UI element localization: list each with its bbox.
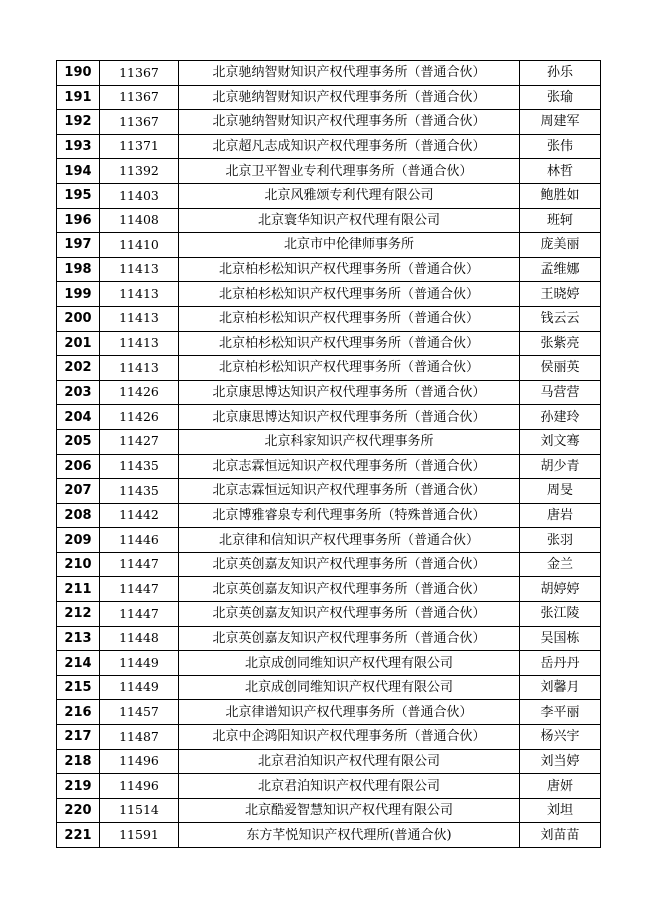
- row-seq-number: 207: [57, 479, 100, 504]
- agency-name: 北京柏杉松知识产权代理事务所（普通合伙）: [179, 257, 520, 282]
- table-row: [57, 159, 601, 184]
- row-seq-number: 219: [57, 774, 100, 799]
- agency-code: 11367: [100, 61, 179, 86]
- row-seq-number: 191: [57, 85, 100, 110]
- agent-name: 岳丹丹: [520, 651, 601, 676]
- agency-name: 北京科家知识产权代理事务所: [179, 429, 520, 454]
- agent-name: 林哲: [520, 159, 601, 184]
- agency-code: 11410: [100, 233, 179, 258]
- agent-name: 周旻: [520, 479, 601, 504]
- row-seq-number: 214: [57, 651, 100, 676]
- agency-code: 11442: [100, 503, 179, 528]
- table-row: [57, 208, 601, 233]
- table-row: [57, 651, 601, 676]
- agent-name: 庞美丽: [520, 233, 601, 258]
- agent-name: 杨兴宇: [520, 725, 601, 750]
- table-row: [57, 257, 601, 282]
- agency-code: 11367: [100, 110, 179, 135]
- table-row: [57, 380, 601, 405]
- agent-list-body: [57, 61, 601, 848]
- agent-name: 王晓婷: [520, 282, 601, 307]
- agency-name: 北京风雅颂专利代理有限公司: [179, 183, 520, 208]
- agent-name: 周建军: [520, 110, 601, 135]
- agency-name: 北京律谱知识产权代理事务所（普通合伙）: [179, 700, 520, 725]
- agent-name: 马营营: [520, 380, 601, 405]
- agent-name: 张紫亮: [520, 331, 601, 356]
- table-row: [57, 552, 601, 577]
- row-seq-number: 206: [57, 454, 100, 479]
- agency-code: 11457: [100, 700, 179, 725]
- table-row: [57, 528, 601, 553]
- row-seq-number: 205: [57, 429, 100, 454]
- agency-name: 北京英创嘉友知识产权代理事务所（普通合伙）: [179, 552, 520, 577]
- agency-code: 11447: [100, 552, 179, 577]
- agency-name: 北京驰纳智财知识产权代理事务所（普通合伙）: [179, 110, 520, 135]
- agency-code: 11487: [100, 725, 179, 750]
- row-seq-number: 190: [57, 61, 100, 86]
- agency-code: 11427: [100, 429, 179, 454]
- agency-code: 11591: [100, 823, 179, 848]
- table-row: [57, 602, 601, 627]
- table-row: [57, 774, 601, 799]
- table-row: [57, 503, 601, 528]
- table-row: [57, 282, 601, 307]
- agent-name: 班轲: [520, 208, 601, 233]
- agency-code: 11413: [100, 306, 179, 331]
- table-row: [57, 233, 601, 258]
- table-row: [57, 700, 601, 725]
- row-seq-number: 194: [57, 159, 100, 184]
- row-seq-number: 199: [57, 282, 100, 307]
- row-seq-number: 202: [57, 356, 100, 381]
- table-row: [57, 183, 601, 208]
- row-seq-number: 203: [57, 380, 100, 405]
- row-seq-number: 197: [57, 233, 100, 258]
- row-seq-number: 208: [57, 503, 100, 528]
- agency-name: 北京市中伦律师事务所: [179, 233, 520, 258]
- row-seq-number: 201: [57, 331, 100, 356]
- agent-name: 刘坦: [520, 798, 601, 823]
- agency-code: 11447: [100, 577, 179, 602]
- agency-name: 北京酷爱智慧知识产权代理有限公司: [179, 798, 520, 823]
- agent-name: 胡婷婷: [520, 577, 601, 602]
- table-row: [57, 134, 601, 159]
- agency-name: 北京君泊知识产权代理有限公司: [179, 774, 520, 799]
- agent-name: 张江陵: [520, 602, 601, 627]
- agency-name: 北京志霖恒远知识产权代理事务所（普通合伙）: [179, 479, 520, 504]
- agent-name: 胡少青: [520, 454, 601, 479]
- agency-name: 东方芊悦知识产权代理所(普通合伙): [179, 823, 520, 848]
- agency-code: 11413: [100, 356, 179, 381]
- agent-name: 唐妍: [520, 774, 601, 799]
- agency-name: 北京成创同维知识产权代理有限公司: [179, 675, 520, 700]
- agent-name: 李平丽: [520, 700, 601, 725]
- agency-code: 11367: [100, 85, 179, 110]
- table-row: [57, 85, 601, 110]
- row-seq-number: 200: [57, 306, 100, 331]
- agent-name: 钱云云: [520, 306, 601, 331]
- agency-name: 北京柏杉松知识产权代理事务所（普通合伙）: [179, 331, 520, 356]
- row-seq-number: 195: [57, 183, 100, 208]
- row-seq-number: 193: [57, 134, 100, 159]
- table-row: [57, 331, 601, 356]
- agency-name: 北京寰华知识产权代理有限公司: [179, 208, 520, 233]
- agent-name: 侯丽英: [520, 356, 601, 381]
- agency-code: 11496: [100, 749, 179, 774]
- row-seq-number: 210: [57, 552, 100, 577]
- table-row: [57, 61, 601, 86]
- row-seq-number: 204: [57, 405, 100, 430]
- agency-code: 11514: [100, 798, 179, 823]
- row-seq-number: 212: [57, 602, 100, 627]
- table-row: [57, 725, 601, 750]
- agency-code: 11449: [100, 675, 179, 700]
- agent-name: 金兰: [520, 552, 601, 577]
- agency-name: 北京柏杉松知识产权代理事务所（普通合伙）: [179, 282, 520, 307]
- table-row: [57, 675, 601, 700]
- row-seq-number: 211: [57, 577, 100, 602]
- agent-name: 孙建玲: [520, 405, 601, 430]
- row-seq-number: 215: [57, 675, 100, 700]
- table-row: [57, 429, 601, 454]
- agency-name: 北京柏杉松知识产权代理事务所（普通合伙）: [179, 356, 520, 381]
- agency-name: 北京康思博达知识产权代理事务所（普通合伙）: [179, 380, 520, 405]
- row-seq-number: 213: [57, 626, 100, 651]
- row-seq-number: 192: [57, 110, 100, 135]
- agency-name: 北京中企鸿阳知识产权代理事务所（普通合伙）: [179, 725, 520, 750]
- table-row: [57, 749, 601, 774]
- table-row: [57, 110, 601, 135]
- table-row: [57, 454, 601, 479]
- table-row: [57, 479, 601, 504]
- agency-name: 北京英创嘉友知识产权代理事务所（普通合伙）: [179, 626, 520, 651]
- agency-name: 北京卫平智业专利代理事务所（普通合伙）: [179, 159, 520, 184]
- agency-code: 11496: [100, 774, 179, 799]
- agent-name: 刘馨月: [520, 675, 601, 700]
- agency-name: 北京柏杉松知识产权代理事务所（普通合伙）: [179, 306, 520, 331]
- agency-name: 北京超凡志成知识产权代理事务所（普通合伙）: [179, 134, 520, 159]
- row-seq-number: 217: [57, 725, 100, 750]
- agency-code: 11403: [100, 183, 179, 208]
- agent-name: 吴国栋: [520, 626, 601, 651]
- agent-name: 鲍胜如: [520, 183, 601, 208]
- table-row: [57, 306, 601, 331]
- agency-code: 11392: [100, 159, 179, 184]
- agency-code: 11435: [100, 454, 179, 479]
- agency-code: 11413: [100, 282, 179, 307]
- row-seq-number: 218: [57, 749, 100, 774]
- agency-code: 11426: [100, 380, 179, 405]
- agency-code: 11371: [100, 134, 179, 159]
- agent-name: 孙乐: [520, 61, 601, 86]
- agency-name: 北京英创嘉友知识产权代理事务所（普通合伙）: [179, 577, 520, 602]
- agency-name: 北京博雅睿泉专利代理事务所（特殊普通合伙）: [179, 503, 520, 528]
- table-row: [57, 577, 601, 602]
- table-row: [57, 823, 601, 848]
- agent-name: 唐岩: [520, 503, 601, 528]
- row-seq-number: 216: [57, 700, 100, 725]
- agency-code: 11449: [100, 651, 179, 676]
- row-seq-number: 221: [57, 823, 100, 848]
- table-row: [57, 405, 601, 430]
- agency-name: 北京成创同维知识产权代理有限公司: [179, 651, 520, 676]
- agency-code: 11447: [100, 602, 179, 627]
- agent-name: 孟维娜: [520, 257, 601, 282]
- agent-name: 张伟: [520, 134, 601, 159]
- row-seq-number: 209: [57, 528, 100, 553]
- agency-name: 北京志霖恒远知识产权代理事务所（普通合伙）: [179, 454, 520, 479]
- agency-name: 北京康思博达知识产权代理事务所（普通合伙）: [179, 405, 520, 430]
- agent-name: 张羽: [520, 528, 601, 553]
- agency-name: 北京律和信知识产权代理事务所（普通合伙）: [179, 528, 520, 553]
- row-seq-number: 198: [57, 257, 100, 282]
- agency-name: 北京驰纳智财知识产权代理事务所（普通合伙）: [179, 85, 520, 110]
- row-seq-number: 196: [57, 208, 100, 233]
- agent-name: 刘苗苗: [520, 823, 601, 848]
- agency-code: 11435: [100, 479, 179, 504]
- table-row: [57, 356, 601, 381]
- agency-code: 11413: [100, 331, 179, 356]
- agent-name: 刘当婷: [520, 749, 601, 774]
- table-row: [57, 798, 601, 823]
- agency-code: 11446: [100, 528, 179, 553]
- row-seq-number: 220: [57, 798, 100, 823]
- agency-code: 11413: [100, 257, 179, 282]
- agency-code: 11426: [100, 405, 179, 430]
- agent-name: 张瑜: [520, 85, 601, 110]
- agent-list-table: [56, 60, 601, 848]
- agent-name: 刘文骞: [520, 429, 601, 454]
- agency-name: 北京君泊知识产权代理有限公司: [179, 749, 520, 774]
- table-row: [57, 626, 601, 651]
- agency-name: 北京驰纳智财知识产权代理事务所（普通合伙）: [179, 61, 520, 86]
- agency-code: 11408: [100, 208, 179, 233]
- agency-code: 11448: [100, 626, 179, 651]
- agency-name: 北京英创嘉友知识产权代理事务所（普通合伙）: [179, 602, 520, 627]
